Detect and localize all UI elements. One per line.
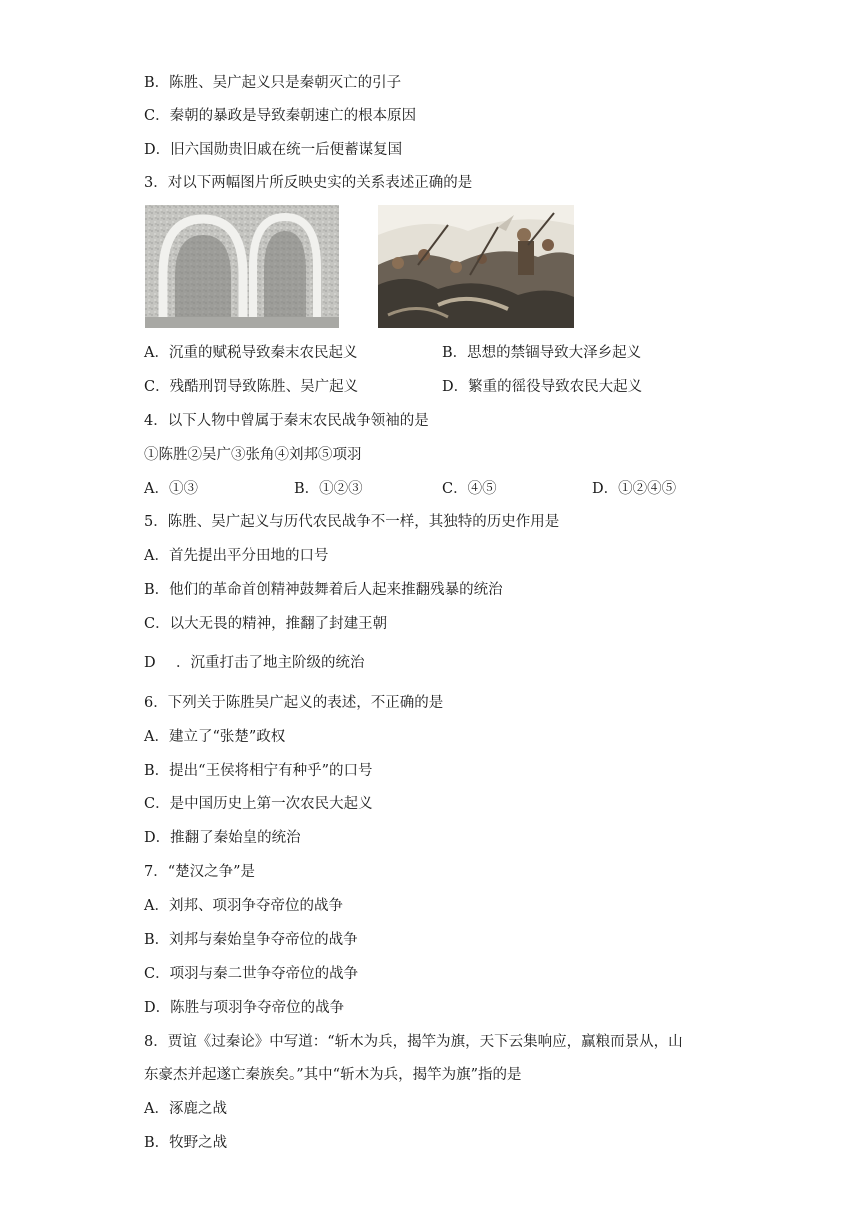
q5-option-c: C．以大无畏的精神，推翻了封建王朝 <box>144 616 388 632</box>
uprising-battle-image <box>378 205 574 328</box>
q7-stem: 7．“楚汉之争”是 <box>144 864 256 880</box>
q5-option-a: A．首先提出平分田地的口号 <box>144 548 329 564</box>
q3-stem: 3．对以下两幅图片所反映史实的关系表述正确的是 <box>144 175 473 191</box>
q7-option-d: D．陈胜与项羽争夺帝位的战争 <box>144 1000 345 1016</box>
q4-items: ①陈胜②吴广③张角④刘邦⑤项羽 <box>144 447 362 463</box>
q5-stem: 5．陈胜、吴广起义与历代农民战争不一样，其独特的历史作用是 <box>144 514 560 530</box>
q8-stem-line-2: 东豪杰并起遂亡秦族矣。”其中“斩木为兵，揭竿为旗”指的是 <box>144 1067 522 1083</box>
q4-stem: 4．以下人物中曾属于秦末农民战争领袖的是 <box>144 413 429 429</box>
q6-option-a: A．建立了“张楚”政权 <box>144 729 286 745</box>
q2-option-c: C．秦朝的暴政是导致秦朝速亡的根本原因 <box>144 108 417 124</box>
q7-option-c: C．项羽与秦二世争夺帝位的战争 <box>144 966 359 982</box>
q3-option-a: A．沉重的赋税导致秦末农民起义 <box>144 345 358 361</box>
q6-option-b: B．提出“王侯将相宁有种乎”的口号 <box>144 763 373 779</box>
q6-option-c: C．是中国历史上第一次农民大起义 <box>144 796 373 812</box>
q6-option-d: D．推翻了秦始皇的统治 <box>144 830 301 846</box>
stone-arches-image <box>145 205 339 328</box>
q4-option-c: C．④⑤ <box>442 481 497 497</box>
q8-stem-line-1: 8．贾谊《过秦论》中写道：“斩木为兵，揭竿为旗，天下云集响应，赢粮而景从，山 <box>144 1034 683 1050</box>
q7-option-b: B．刘邦与秦始皇争夺帝位的战争 <box>144 932 358 948</box>
q6-stem: 6．下列关于陈胜吴广起义的表述，不正确的是 <box>144 695 444 711</box>
q4-option-a: A．①③ <box>144 481 198 497</box>
q4-option-b: B．①②③ <box>294 481 363 497</box>
q5-option-b: B．他们的革命首创精神鼓舞着后人起来推翻残暴的统治 <box>144 582 503 598</box>
q3-option-b: B．思想的禁锢导致大泽乡起义 <box>442 345 642 361</box>
q2-option-b: B．陈胜、吴广起义只是秦朝灭亡的引子 <box>144 75 402 91</box>
q3-option-c: C．残酷刑罚导致陈胜、吴广起义 <box>144 379 359 395</box>
q7-option-a: A．刘邦、项羽争夺帝位的战争 <box>144 898 343 914</box>
q2-option-d: D．旧六国勋贵旧戚在统一后便蓄谋复国 <box>144 142 403 158</box>
q3-option-d: D．繁重的徭役导致农民大起义 <box>442 379 643 395</box>
q5-option-d-letter: D <box>144 655 156 671</box>
q5-option-d-text: ．沉重打击了地主阶级的统治 <box>176 655 365 671</box>
q4-option-d: D．①②④⑤ <box>592 481 677 497</box>
q8-option-a: A．涿鹿之战 <box>144 1101 227 1117</box>
q8-option-b: B．牧野之战 <box>144 1135 228 1151</box>
